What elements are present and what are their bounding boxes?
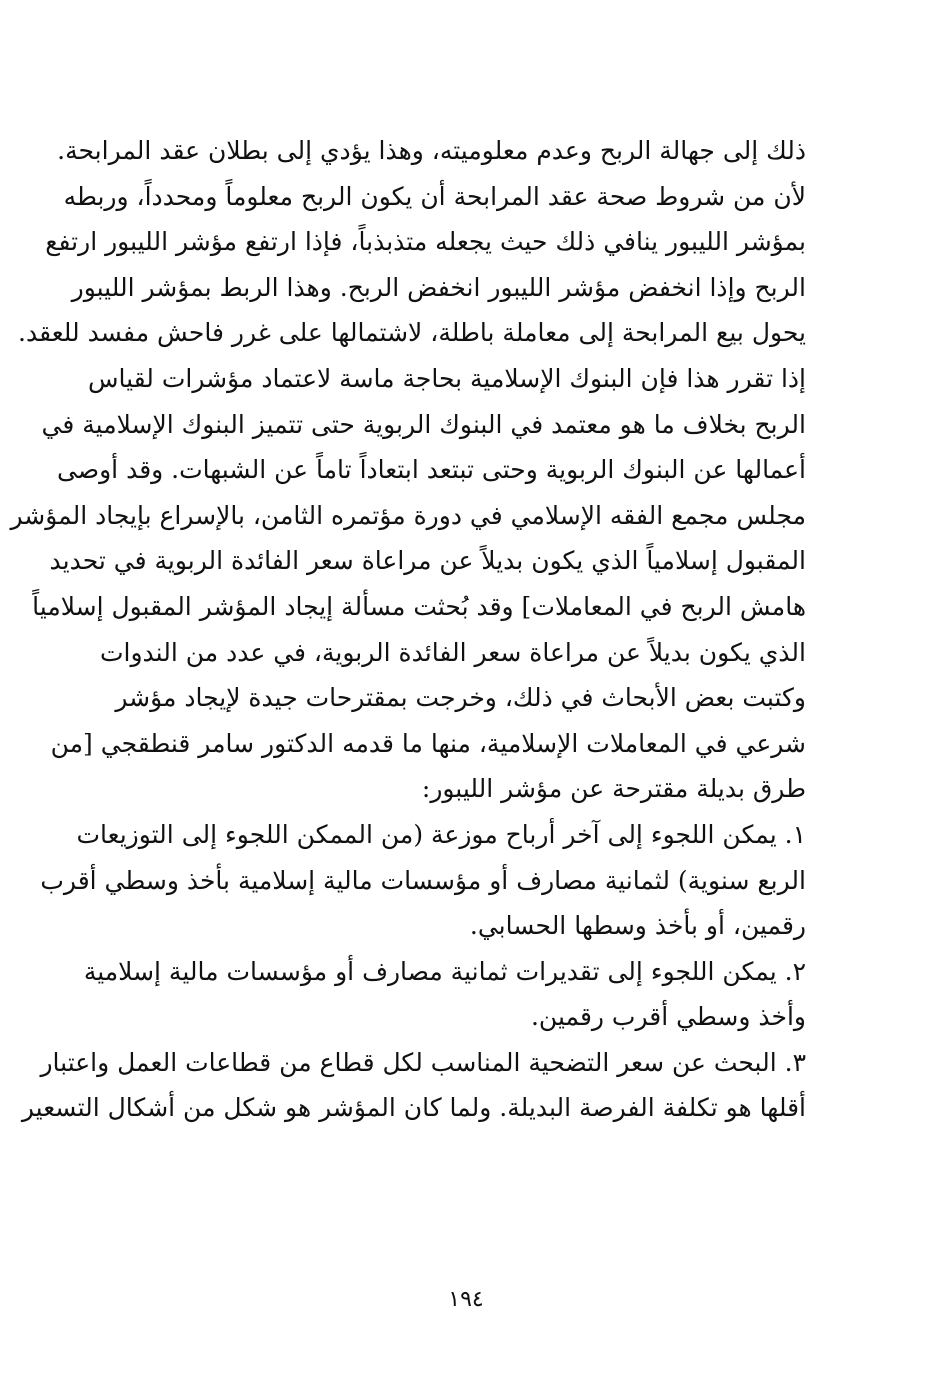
text-line: إذا تقرر هذا فإن البنوك الإسلامية بحاجة ماسة لاعتماد مؤشرات لقياس [87,363,806,393]
text-line: يحول بيع المرابحة إلى معاملة باطلة، لاشتمالها على غرر فاحش مفسد للعقد. [18,318,806,348]
text-line: ذلك إلى جهالة الربح وعدم معلوميته، وهذا يؤدي إلى بطلان عقد المرابحة. [57,136,806,165]
text-line: ٢. يمكن اللجوء إلى تقديرات ثمانية مصارف أو مؤسسات مالية إسلامية [83,956,806,986]
text-line: رقمين، أو بأخذ وسطها الحسابي. [469,911,806,941]
text-line: الربع سنوية) لثمانية مصارف أو مؤسسات مالية إسلامية بأخذ وسطي أقرب [40,865,806,895]
text-line: شرعي في المعاملات الإسلامية، منها ما قدمه الدكتور سامر قنطقجي [من [50,728,806,758]
text-line: أقلها هو تكلفة الفرصة البديلة. ولما كان المؤشر هو شكل من أشكال التسعير [21,1093,806,1123]
text-line: الذي يكون بديلاً عن مراعاة سعر الفائدة الربوية، في عدد من الندوات [99,637,806,667]
text-line: هامش الربح في المعاملات] وقد بُحثت مسألة إيجاد المؤشر المقبول إسلامياً [32,591,806,621]
text-line: ٣. البحث عن سعر التضحية المناسب لكل قطاع من قطاعات العمل واعتبار [40,1047,806,1077]
text-line: طرق بديلة مقترحة عن مؤشر الليبور: [421,774,806,804]
text-line: بمؤشر الليبور ينافي ذلك حيث يجعله متذبذباً، فإذا ارتفع مؤشر الليبور ارتفع [45,227,806,257]
text-line: ١. يمكن اللجوء إلى آخر أرباح موزعة (من الممكن اللجوء إلى التوزيعات [76,819,806,849]
text-line: وأخذ وسطي أقرب رقمين. [530,1002,806,1032]
page-number: ١٩٤ [448,1287,484,1312]
text-line: وكتبت بعض الأبحاث في ذلك، وخرجت بمقترحات جيدة لإيجاد مؤشر [115,683,806,713]
body-text [10,128,806,1131]
text-line: الربح بخلاف ما هو معتمد في البنوك الربوية حتى تتميز البنوك الإسلامية في [41,409,806,439]
text-line: لأن من شروط صحة عقد المرابحة أن يكون الربح معلوماً ومحدداً، وربطه [63,181,806,211]
text-line: المقبول إسلامياً الذي يكون بديلاً عن مراعاة سعر الفائدة الربوية في تحديد [49,546,806,576]
text-line: الربح وإذا انخفض مؤشر الليبور انخفض الربح. وهذا الربط بمؤشر الليبور [71,272,806,302]
text-line: مجلس مجمع الفقه الإسلامي في دورة مؤتمره الثامن، بالإسراع بإيجاد المؤشر [10,500,806,530]
text-line: أعمالها عن البنوك الربوية وحتى تبتعد ابتعاداً تاماً عن الشبهات. وقد أوصى [57,455,806,485]
